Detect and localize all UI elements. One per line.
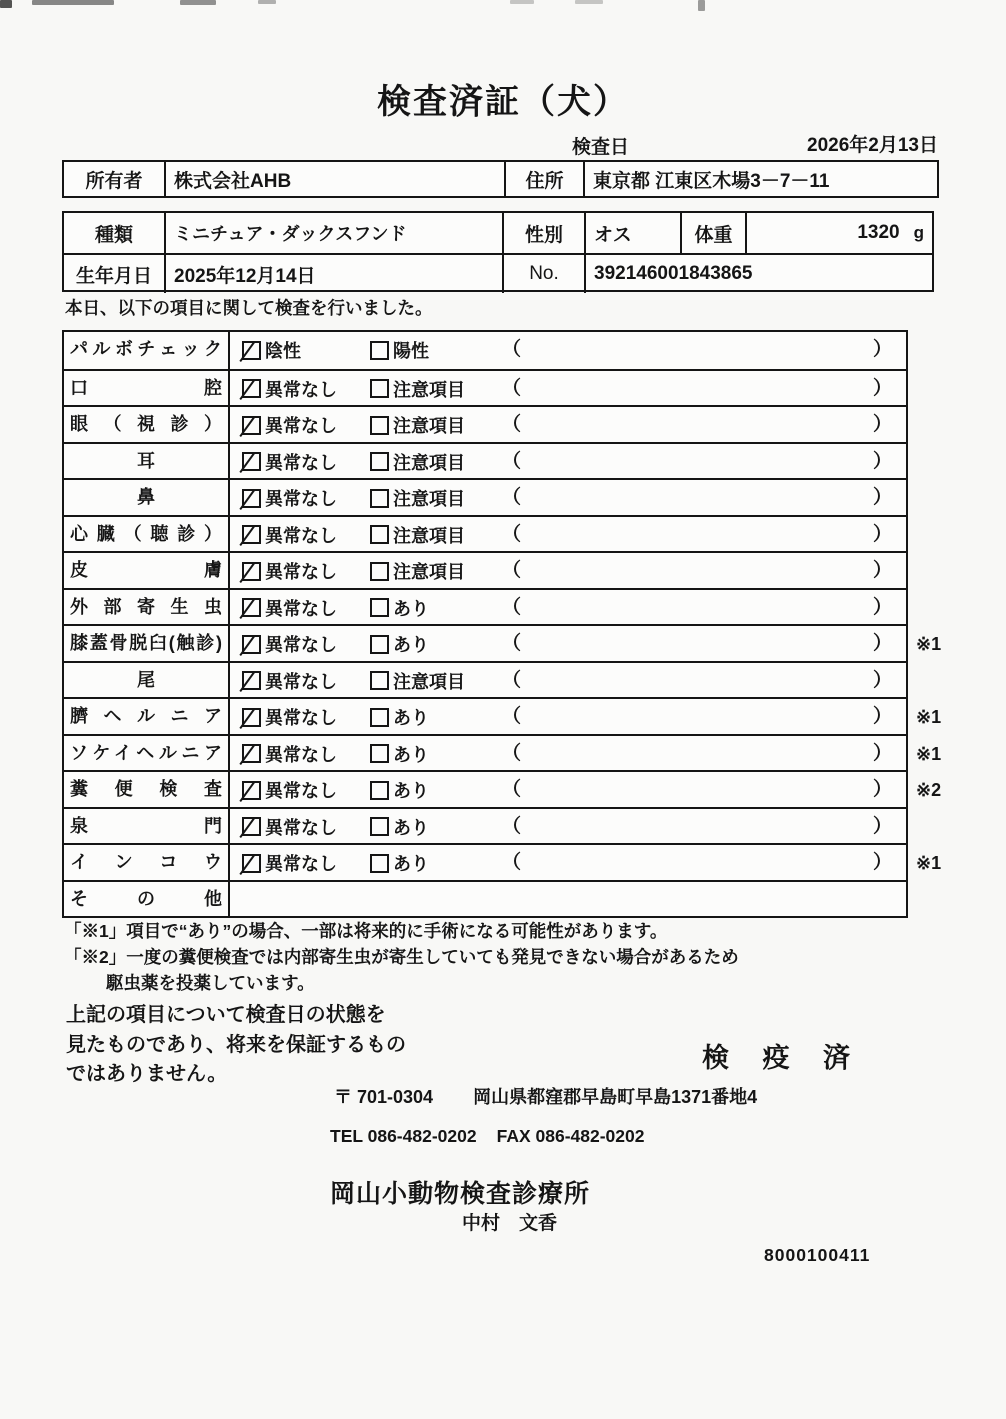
- page-title: 検査済証（犬）: [377, 83, 629, 121]
- option-label: あり: [393, 781, 429, 802]
- checklist-row-oral: [64, 369, 906, 406]
- item-label: 臍ヘルニア: [64, 699, 230, 734]
- checked-checkbox-icon: [242, 781, 261, 800]
- owner-name: 株式会社AHB: [166, 162, 506, 196]
- option-label: あり: [393, 635, 429, 656]
- checked-checkbox-icon: [242, 489, 261, 508]
- checked-checkbox-icon: [242, 671, 261, 690]
- veterinarian-name: 中村 文香: [462, 1213, 558, 1234]
- footnote-mark: ※1: [916, 853, 942, 873]
- paren-close: ）: [872, 706, 892, 727]
- clinic-address: 岡山県都窪郡早島町早島1371番地4: [473, 1087, 758, 1107]
- paren-close: ）: [872, 633, 892, 654]
- scan-artifact: [575, 0, 603, 4]
- unchecked-checkbox-icon: [370, 708, 389, 727]
- intro-text: 本日、以下の項目に関して検査を行いました。: [65, 298, 433, 318]
- owner-address-label: 住所: [506, 162, 585, 196]
- exam-date-value: 2026年2月13日: [807, 135, 938, 156]
- paren-open: （: [502, 450, 522, 472]
- postal-code: 〒 701-0304: [334, 1087, 434, 1107]
- quarantine-stamp: 検 疫 済: [702, 1043, 864, 1073]
- exam-date-label: 検査日: [572, 137, 630, 158]
- option-label: 異常なし: [265, 671, 337, 692]
- checklist-row-inguinal-hernia: [64, 734, 942, 771]
- checklist-row-ectoparasites: [64, 588, 906, 625]
- serial-number: 8000100411: [764, 1245, 871, 1265]
- option-label: 陽性: [393, 341, 429, 362]
- paren-close: ）: [872, 669, 892, 691]
- checklist-row-fecal-exam: [64, 770, 942, 807]
- paren-close: ）: [872, 377, 892, 399]
- owner-table: [62, 160, 939, 198]
- item-label: 心臓（聴診）: [64, 517, 230, 552]
- checked-checkbox-icon: [242, 452, 261, 471]
- paren-open: （: [502, 414, 522, 435]
- paren-open: （: [502, 633, 522, 654]
- checklist-row-eyes: [64, 405, 906, 442]
- scan-artifact: [258, 0, 276, 4]
- checklist-row-parvo: [64, 332, 906, 369]
- checked-checkbox-icon: [242, 817, 261, 836]
- option-label: 異常なし: [265, 708, 337, 729]
- unchecked-checkbox-icon: [370, 379, 389, 398]
- option-label: 異常なし: [265, 489, 337, 510]
- option-label: あり: [393, 598, 429, 619]
- scan-artifact: [180, 0, 216, 5]
- checked-checkbox-icon: [242, 744, 261, 763]
- paren-close: ）: [872, 560, 892, 581]
- owner-row: [64, 162, 937, 196]
- pet-info-table: [62, 211, 934, 292]
- unchecked-checkbox-icon: [370, 525, 389, 544]
- paren-open: （: [502, 779, 522, 800]
- paren-open: （: [502, 706, 522, 727]
- paren-close: ）: [872, 852, 892, 873]
- option-label: あり: [393, 744, 429, 765]
- checked-checkbox-icon: [242, 416, 261, 435]
- paren-open: （: [502, 742, 522, 764]
- scan-artifact: [698, 0, 705, 11]
- checklist-row-nose: [64, 478, 906, 515]
- option-label: 異常なし: [265, 452, 337, 473]
- clinic-fax: FAX 086-482-0202: [496, 1126, 645, 1146]
- paren-open: （: [502, 523, 522, 545]
- paren-close: ）: [872, 487, 892, 508]
- checklist-row-heart: [64, 515, 906, 552]
- breed-value: ミニチュア・ダックスフンド: [166, 213, 504, 253]
- clinic-name: 岡山小動物検査診療所: [330, 1180, 591, 1208]
- disclaimer-text: 上記の項目について検査日の状態を 見たものであり、将来を保証するもの ではありません。: [66, 1004, 406, 1085]
- sex-value: オス: [586, 213, 682, 253]
- option-label: 注意項目: [393, 525, 465, 546]
- unchecked-checkbox-icon: [370, 341, 389, 360]
- checklist-row-umbilical-hernia: [64, 697, 942, 734]
- checked-checkbox-icon: [242, 635, 261, 654]
- checklist-row-inkou: [64, 843, 942, 880]
- scan-artifact: [0, 0, 12, 8]
- option-label: 異常なし: [265, 379, 337, 400]
- option-label: あり: [393, 854, 429, 875]
- unchecked-checkbox-icon: [370, 452, 389, 471]
- item-label: その他: [64, 882, 230, 917]
- option-label: 注意項目: [393, 671, 465, 692]
- option-label: 異常なし: [265, 854, 337, 875]
- paren-open: （: [502, 339, 522, 360]
- unchecked-checkbox-icon: [370, 635, 389, 654]
- number-value: 392146001843865: [594, 263, 753, 284]
- item-label: 膝蓋骨脱臼(触診): [64, 626, 230, 661]
- option-label: あり: [393, 817, 429, 838]
- checked-checkbox-icon: [242, 525, 261, 544]
- option-label: 注意項目: [393, 379, 465, 400]
- scan-artifact: [32, 0, 114, 5]
- weight-label: 体重: [682, 213, 747, 253]
- footnote-mark: ※2: [916, 780, 942, 800]
- checklist-row-ears: [64, 442, 906, 479]
- paren-close: ）: [872, 815, 892, 837]
- footnote-2-continued: 駆虫薬を投薬しています。: [106, 973, 315, 993]
- birth-label: 生年月日: [64, 255, 166, 293]
- checked-checkbox-icon: [242, 562, 261, 581]
- pet-row-birth: [64, 253, 932, 293]
- option-label: あり: [393, 708, 429, 729]
- unchecked-checkbox-icon: [370, 817, 389, 836]
- item-label: パルボチェック: [64, 332, 230, 369]
- owner-label: 所有者: [64, 162, 166, 196]
- item-label: 口腔: [64, 371, 230, 406]
- footnote-mark: ※1: [916, 634, 942, 654]
- paren-close: ）: [872, 742, 892, 764]
- number-label: No.: [504, 255, 586, 293]
- pet-row-breed: [64, 213, 932, 253]
- checklist-row-patella: [64, 624, 942, 661]
- unchecked-checkbox-icon: [370, 744, 389, 763]
- breed-label: 種類: [64, 213, 166, 253]
- option-label: 異常なし: [265, 635, 337, 656]
- unchecked-checkbox-icon: [370, 562, 389, 581]
- item-label: 皮膚: [64, 553, 230, 588]
- item-label: 耳: [64, 444, 230, 479]
- option-label: 異常なし: [265, 598, 337, 619]
- unchecked-checkbox-icon: [370, 671, 389, 690]
- paren-close: ）: [872, 779, 892, 800]
- checked-checkbox-icon: [242, 854, 261, 873]
- option-label: 陰性: [265, 341, 301, 362]
- paren-open: （: [502, 669, 522, 691]
- paren-close: ）: [872, 339, 892, 360]
- clinic-tel: TEL 086-482-0202: [330, 1126, 477, 1146]
- weight-unit: g: [913, 223, 924, 242]
- checked-checkbox-icon: [242, 598, 261, 617]
- item-label: 眼（視診）: [64, 407, 230, 442]
- item-label: 外部寄生虫: [64, 590, 230, 625]
- clinic-postal-address: [334, 1083, 757, 1109]
- paren-open: （: [502, 815, 522, 837]
- paren-open: （: [502, 852, 522, 873]
- footnote-mark: ※1: [916, 743, 942, 764]
- paren-open: （: [502, 560, 522, 581]
- checked-checkbox-icon: [242, 379, 261, 398]
- scan-artifact: [510, 0, 534, 4]
- paren-close: ）: [872, 523, 892, 545]
- option-label: 異常なし: [265, 817, 337, 838]
- item-label: ソケイヘルニア: [64, 736, 230, 771]
- option-label: 異常なし: [265, 781, 337, 802]
- checked-checkbox-icon: [242, 341, 261, 360]
- footnote-1: 「※1」項目で“あり”の場合、一部は将来的に手術になる可能性があります。: [64, 921, 668, 941]
- paren-close: ）: [872, 596, 892, 618]
- option-label: 注意項目: [393, 562, 465, 583]
- unchecked-checkbox-icon: [370, 781, 389, 800]
- checked-checkbox-icon: [242, 708, 261, 727]
- item-label: 鼻: [64, 480, 230, 515]
- option-label: 注意項目: [393, 452, 465, 473]
- weight-value: 1320: [857, 222, 900, 243]
- footnote-mark: ※1: [916, 707, 942, 727]
- unchecked-checkbox-icon: [370, 598, 389, 617]
- birth-value: 2025年12月14日: [166, 255, 504, 293]
- item-label: インコウ: [64, 845, 230, 880]
- option-label: 注意項目: [393, 489, 465, 510]
- footnotes: [64, 918, 739, 996]
- option-label: 異常なし: [265, 525, 337, 546]
- paren-open: （: [502, 596, 522, 618]
- option-label: 異常なし: [265, 562, 337, 583]
- unchecked-checkbox-icon: [370, 416, 389, 435]
- checklist-row-fontanelle: [64, 807, 906, 844]
- clinic-tel-fax: [330, 1126, 644, 1147]
- option-label: 異常なし: [265, 416, 337, 437]
- item-label: 泉門: [64, 809, 230, 844]
- paren-close: ）: [872, 450, 892, 472]
- paren-open: （: [502, 487, 522, 508]
- checklist-row-tail: [64, 661, 906, 698]
- option-label: 異常なし: [265, 744, 337, 765]
- owner-address-value: 東京都 江東区木場3－7－11: [593, 170, 830, 192]
- checklist-row-other: [64, 880, 906, 917]
- item-label: 糞便検査: [64, 772, 230, 807]
- unchecked-checkbox-icon: [370, 489, 389, 508]
- unchecked-checkbox-icon: [370, 854, 389, 873]
- paren-close: ）: [872, 414, 892, 435]
- footnote-2: 「※2」一度の糞便検査では内部寄生虫が寄生していても発見できない場合があるため: [64, 947, 739, 967]
- paren-open: （: [502, 377, 522, 399]
- checklist-table: [62, 330, 942, 918]
- item-label: 尾: [64, 663, 230, 698]
- sex-label: 性別: [504, 213, 586, 253]
- checklist-row-skin: [64, 551, 906, 588]
- option-label: 注意項目: [393, 416, 465, 437]
